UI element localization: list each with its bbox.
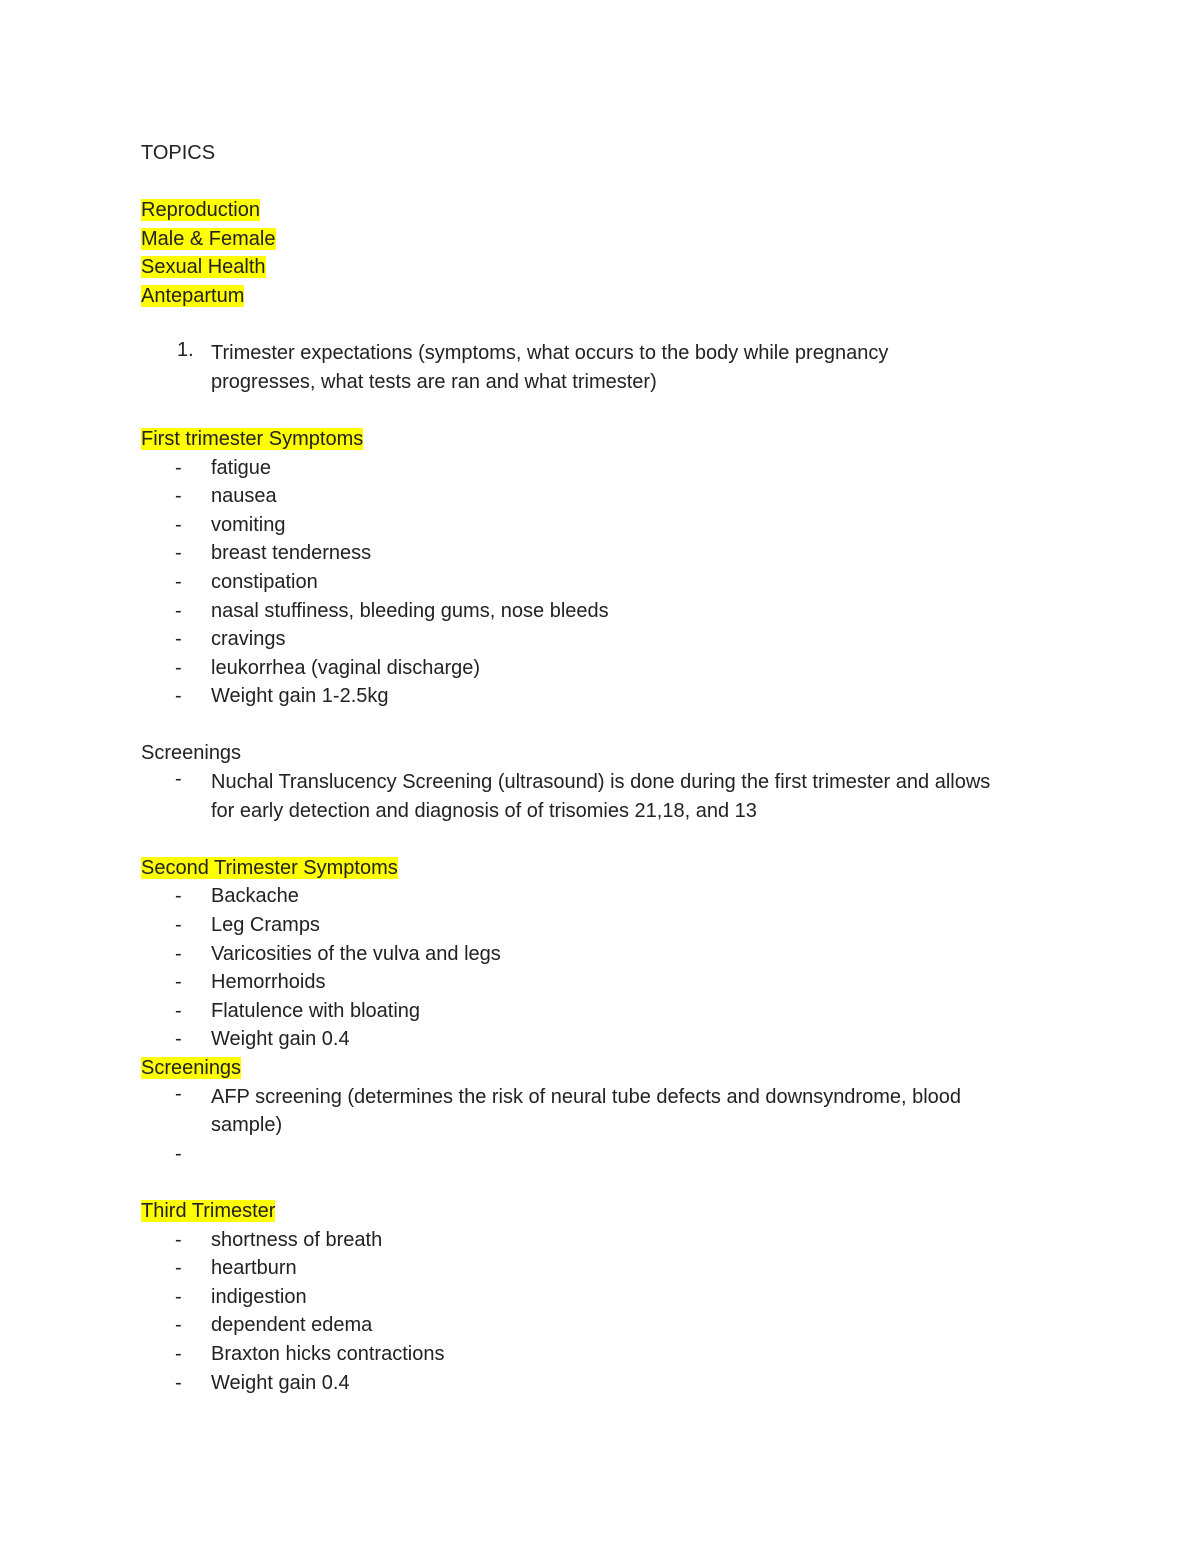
list-item: [141, 1340, 1081, 1369]
bullet-dash: -: [175, 1082, 182, 1105]
bullet-dash: -: [175, 971, 182, 994]
bullet-dash: -: [175, 768, 182, 791]
topic-antepartum: Antepartum: [141, 284, 245, 307]
list-item-text: cravings: [211, 628, 286, 651]
list-item: [141, 940, 1081, 969]
topic-reproduction: Reproduction: [141, 199, 260, 222]
list-item-text: Weight gain 0.4: [211, 1371, 350, 1394]
bullet-dash: -: [175, 570, 182, 593]
list-item: [141, 597, 1081, 626]
bullet-dash: -: [175, 914, 182, 937]
bullet-dash: -: [175, 1142, 182, 1165]
list-number: 1.: [177, 339, 194, 362]
list-item-text: Flatulence with bloating: [211, 999, 421, 1022]
list-item-text: Weight gain 1-2.5kg: [211, 685, 389, 708]
nuchal-screening-line-2: for early detection and diagnosis of of trisomies 21,18, and 13: [211, 799, 757, 822]
list-item: [141, 568, 1081, 597]
list-item-text: fatigue: [211, 456, 272, 479]
list-item: [141, 454, 1081, 483]
list-item: [141, 1025, 1081, 1054]
list-item: [141, 625, 1081, 654]
list-item-text: Leg Cramps: [211, 914, 320, 937]
bullet-dash: -: [175, 885, 182, 908]
bullet-dash: -: [175, 999, 182, 1022]
list-item: [141, 997, 1081, 1026]
list-item-text: dependent edema: [211, 1314, 373, 1337]
list-item: [141, 882, 1081, 911]
list-item: [141, 539, 1081, 568]
bullet-dash: -: [175, 456, 182, 479]
topic-sexual-health: Sexual Health: [141, 256, 266, 279]
bullet-dash: -: [175, 685, 182, 708]
list-item: [141, 911, 1081, 940]
list-item: [141, 1283, 1081, 1312]
bullet-dash: -: [175, 656, 182, 679]
bullet-dash: -: [175, 1371, 182, 1394]
list-item-text: Braxton hicks contractions: [211, 1342, 445, 1365]
list-item: [141, 1311, 1081, 1340]
first-screenings-heading: Screenings: [141, 742, 242, 765]
blank-line: [141, 396, 1081, 425]
nuchal-screening-line-1: Nuchal Translucency Screening (ultrasound) is done during the first trimester and allows: [211, 771, 991, 794]
topic-male-female: Male & Female: [141, 227, 276, 250]
list-item: [141, 482, 1081, 511]
document-body: [141, 139, 1081, 1397]
first-trimester-heading: First trimester Symptoms: [141, 427, 364, 450]
bullet-dash: -: [175, 513, 182, 536]
bullet-dash: -: [175, 542, 182, 565]
bullet-dash: -: [175, 1257, 182, 1280]
bullet-dash: -: [175, 485, 182, 508]
second-trimester-list: [141, 882, 1081, 1054]
list-item-text: Weight gain 0.4: [211, 1028, 350, 1051]
bullet-dash: -: [175, 1028, 182, 1051]
blank-line: [141, 1168, 1081, 1197]
document-title: TOPICS: [141, 142, 216, 164]
list-item: [141, 511, 1081, 540]
list-item-empty: [141, 1140, 1081, 1169]
second-trimester-heading: Second Trimester Symptoms: [141, 856, 398, 879]
blank-line: [141, 711, 1081, 740]
list-item-text: Varicosities of the vulva and legs: [211, 942, 501, 965]
list-item-text: vomiting: [211, 513, 286, 536]
bullet-dash: -: [175, 628, 182, 651]
list-item-text: breast tenderness: [211, 542, 372, 565]
bullet-dash: -: [175, 599, 182, 622]
list-item: [141, 1254, 1081, 1283]
list-item: [141, 968, 1081, 997]
blank-line: [141, 168, 1081, 197]
list-item-text: heartburn: [211, 1257, 297, 1280]
third-trimester-heading: Third Trimester: [141, 1199, 276, 1222]
blank-line: [141, 311, 1081, 340]
list-item-text: nasal stuffiness, bleeding gums, nose bleeds: [211, 599, 609, 622]
afp-screening-line-2: sample): [211, 1114, 283, 1137]
numbered-item-line-1: Trimester expectations (symptoms, what occurs to the body while pregnancy: [211, 342, 889, 365]
bullet-dash: -: [175, 1285, 182, 1308]
afp-screening-line-1: AFP screening (determines the risk of neural tube defects and downsyndrome, blood: [211, 1085, 962, 1108]
list-item: [141, 654, 1081, 683]
list-item-text: shortness of breath: [211, 1228, 383, 1251]
list-item: [141, 1083, 1081, 1140]
list-item-text: constipation: [211, 570, 318, 593]
numbered-item-trimester-expectations: [141, 339, 1081, 396]
list-item-text: leukorrhea (vaginal discharge): [211, 656, 481, 679]
bullet-dash: -: [175, 1342, 182, 1365]
bullet-dash: -: [175, 1314, 182, 1337]
bullet-dash: -: [175, 1228, 182, 1251]
list-item: [141, 1226, 1081, 1255]
list-item-text: nausea: [211, 485, 277, 508]
first-trimester-list: [141, 454, 1081, 711]
blank-line: [141, 825, 1081, 854]
list-item-text: indigestion: [211, 1285, 307, 1308]
list-item: [141, 768, 1081, 825]
list-item: [141, 1369, 1081, 1398]
second-screenings-heading: Screenings: [141, 1057, 242, 1079]
bullet-dash: -: [175, 942, 182, 965]
third-trimester-list: [141, 1226, 1081, 1398]
list-item-text: Hemorrhoids: [211, 971, 326, 994]
numbered-item-line-2: progresses, what tests are ran and what trimester): [211, 370, 657, 393]
list-item: [141, 682, 1081, 711]
list-item-text: Backache: [211, 885, 299, 908]
